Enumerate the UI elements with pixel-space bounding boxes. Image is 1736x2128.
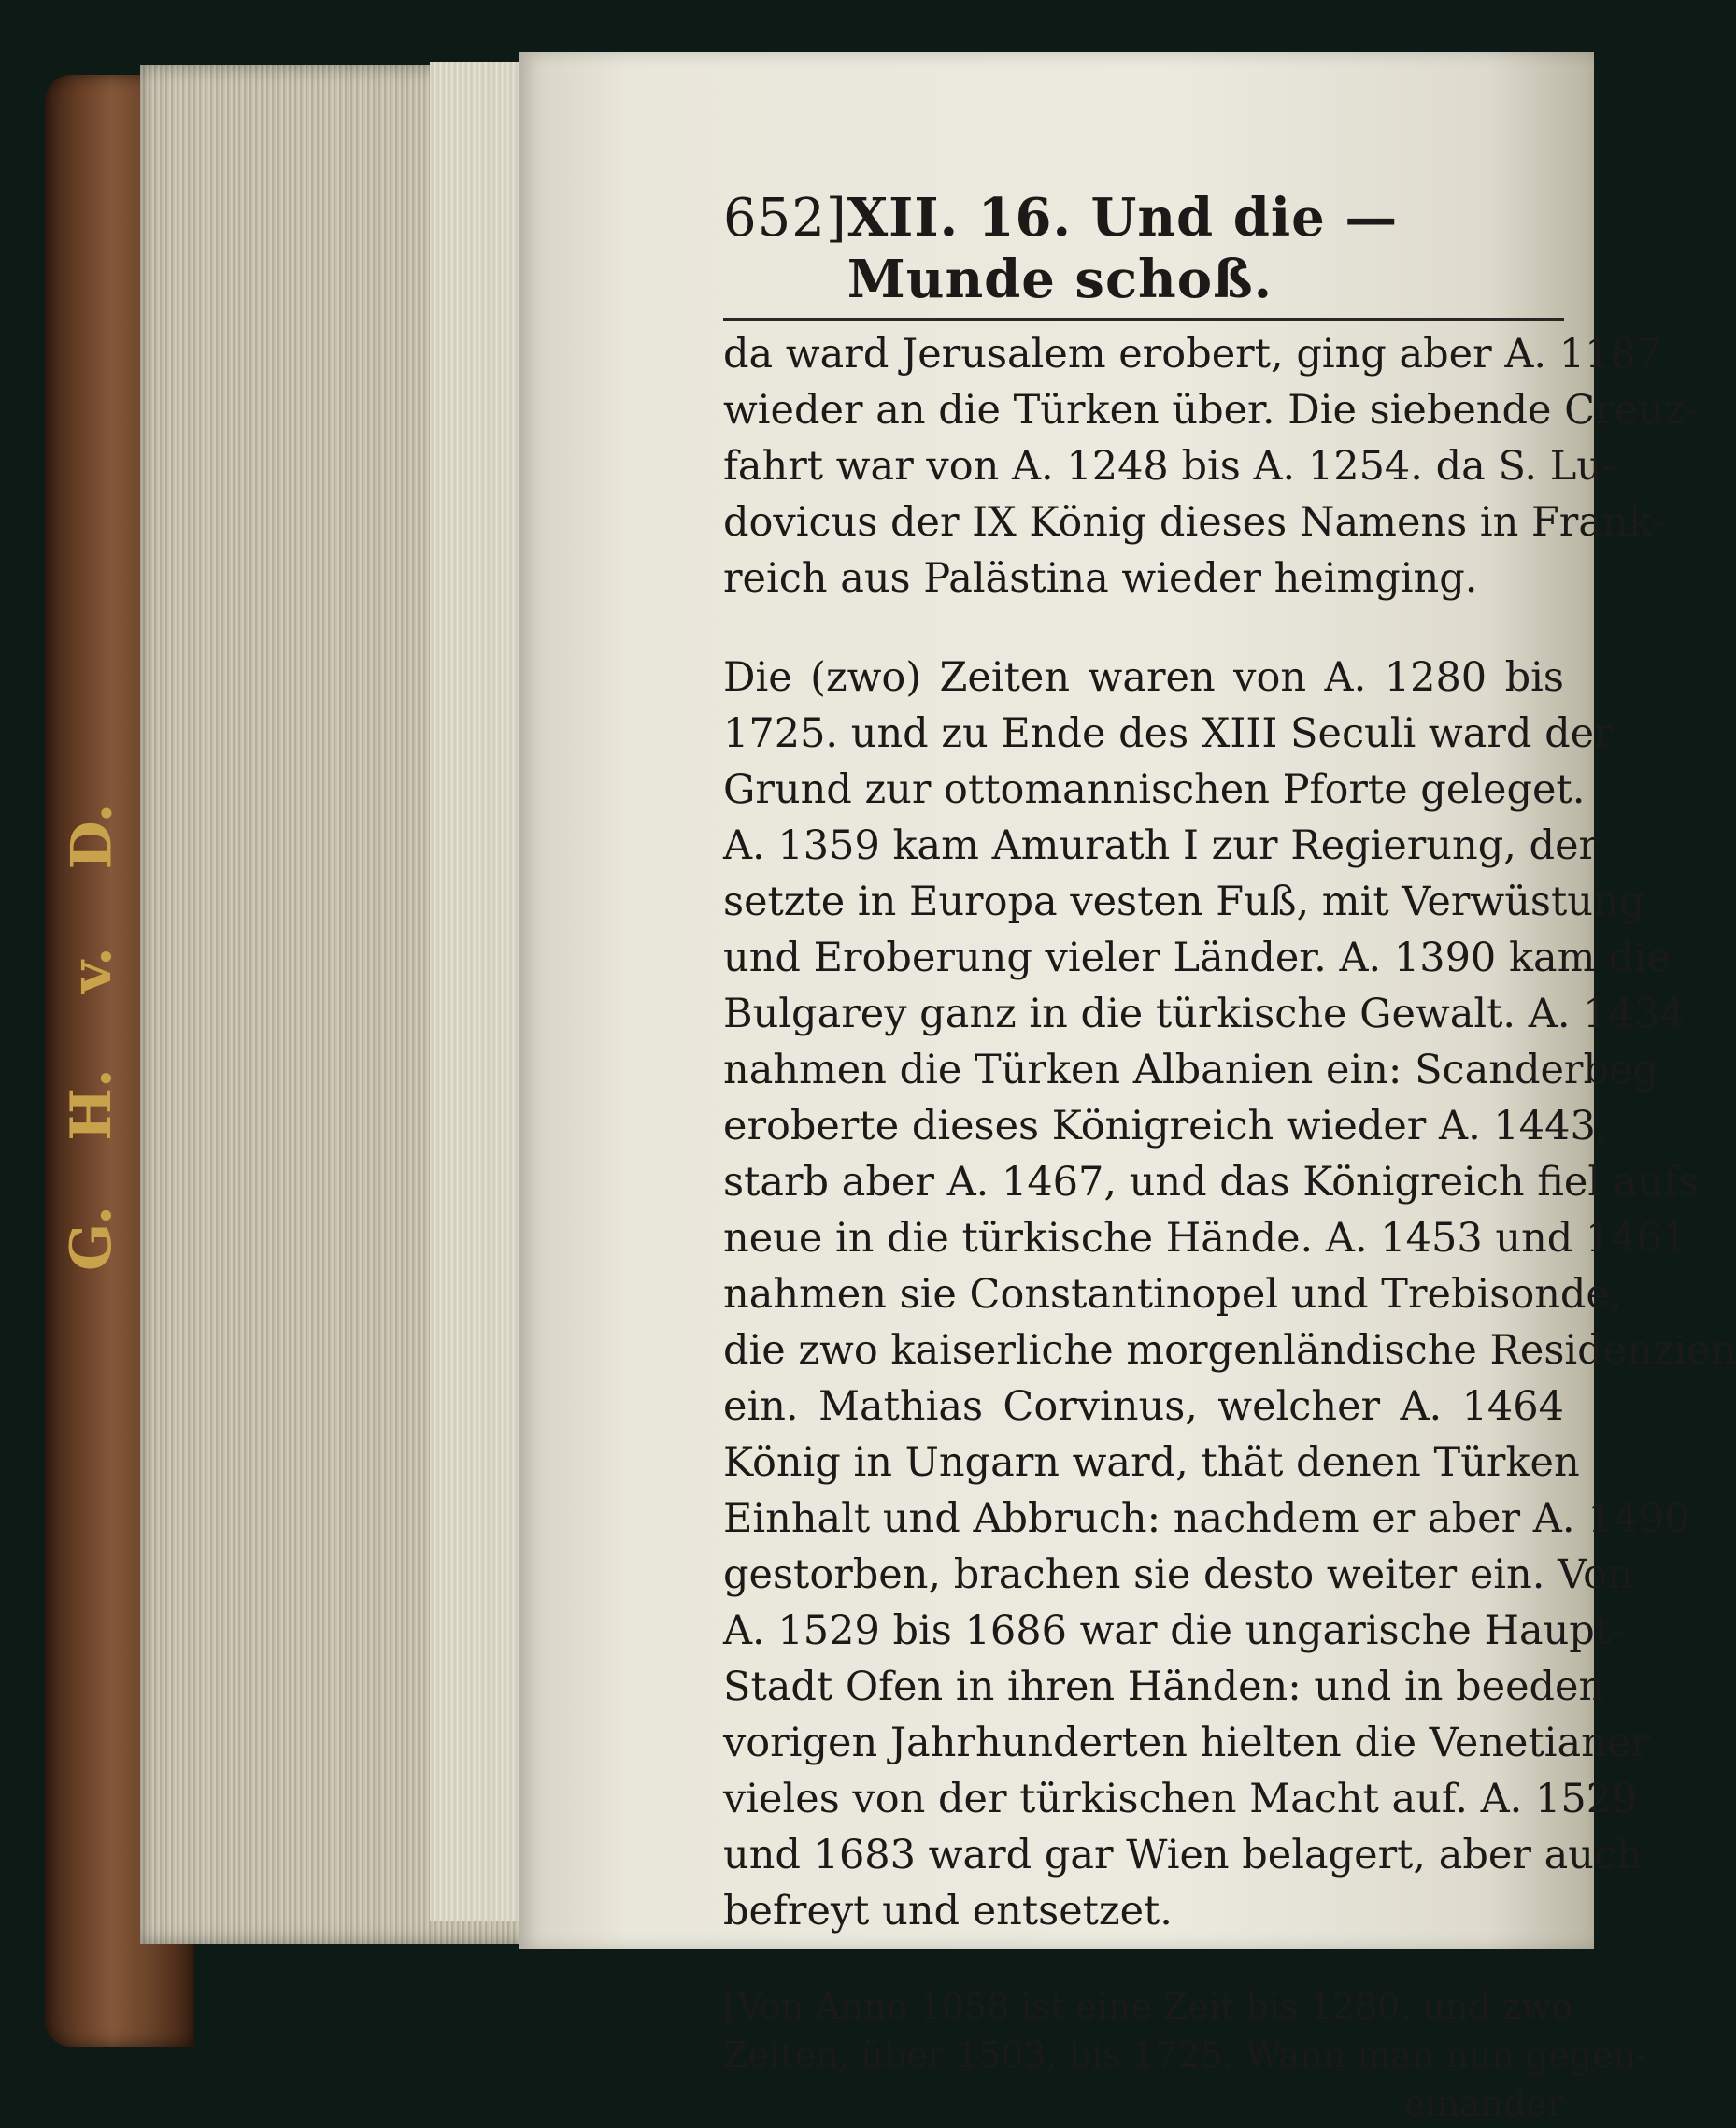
text-line: und Eroberung vieler Länder. A. 1390 kam die <box>723 935 1671 981</box>
text-line: neue in die türkische Hände. A. 1453 und 1461 <box>723 1215 1688 1262</box>
running-header <box>723 187 1564 321</box>
paragraph-2 <box>723 650 1736 1939</box>
text-line: A. 1359 kam Amurath I zur Regierung, der <box>723 822 1599 869</box>
page-content <box>723 187 1736 2128</box>
text-line: da ward Jerusalem erobert, ging aber A. 1187 <box>723 331 1662 378</box>
text-line: gestorben, brachen sie desto weiter ein. Von <box>723 1551 1633 1598</box>
text-line: wieder an die Türken über. Die siebende Creuz- <box>723 387 1699 434</box>
footnote-line: [Von Anno 1058 ist eine Zeit bis 1280. und zwo <box>723 1986 1573 2027</box>
text-line: A. 1529 bis 1686 war die ungarische Haupt- <box>723 1607 1625 1654</box>
text-line: und 1683 ward gar Wien belagert, aber auch <box>723 1832 1643 1878</box>
text-line: ein. Mathias Corvinus, welcher A. 1464 <box>723 1383 1564 1430</box>
spine-lettering <box>54 804 129 1271</box>
text-line: befreyt und entsetzet. <box>723 1888 1173 1935</box>
text-line: Einhalt und Abbruch: nachdem er aber A. 1490 <box>723 1495 1690 1542</box>
paragraph-1 <box>723 326 1699 607</box>
text-line: Grund zur ottomannischen Pforte geleget. <box>723 766 1586 813</box>
text-line: Die (zwo) Zeiten waren von A. 1280 bis <box>723 654 1564 701</box>
text-line: fahrt war von A. 1248 bis A. 1254. da S. Lu- <box>723 443 1616 490</box>
text-line: vorigen Jahrhunderten hielten die Venetianer <box>723 1720 1650 1766</box>
text-line: 1725. und zu Ende des XIII Seculi ward der <box>723 710 1614 757</box>
spine-letter: G. <box>59 1205 124 1271</box>
text-line: nahmen sie Constantinopel und Trebisonde, <box>723 1271 1623 1318</box>
text-line: eroberte dieses Königreich wieder A. 1443, <box>723 1103 1609 1150</box>
text-line: die zwo kaiserliche morgenländische Residenzien <box>723 1327 1736 1374</box>
text-line: vieles von der türkischen Macht auf. A. 1529 <box>723 1776 1638 1822</box>
paragraph-gap <box>723 607 1564 644</box>
text-line: Bulgarey ganz in die türkische Gewalt. A. 1434 <box>723 991 1686 1037</box>
page-number: 652] <box>723 188 847 249</box>
running-title: XII. 16. Und die — Munde schoß. <box>847 187 1399 310</box>
catchword: einander <box>1403 2083 1564 2124</box>
spine-letter: v. <box>59 947 124 994</box>
footnote-line: Zeiten, über 1503, bis 1725. Wann man nun gegen- <box>723 2035 1648 2076</box>
text-line: nahmen die Türken Albanien ein: Scanderbeg <box>723 1047 1658 1093</box>
text-line: starb aber A. 1467, und das Königreich fiel aufs <box>723 1159 1700 1206</box>
text-line: Stadt Ofen in ihren Händen: und in beeden <box>723 1664 1605 1710</box>
text-line: setzte in Europa vesten Fuß, mit Verwüstung <box>723 878 1645 925</box>
spine-letter: D. <box>59 803 124 870</box>
text-line: König in Ungarn ward, thät denen Türken <box>723 1439 1580 1486</box>
spine-letter: H. <box>58 1067 124 1141</box>
footnote <box>723 1982 1648 2128</box>
text-line: dovicus der IX König dieses Namens in Frank- <box>723 499 1666 546</box>
text-line: reich aus Palästina wieder heimging. <box>723 555 1478 602</box>
